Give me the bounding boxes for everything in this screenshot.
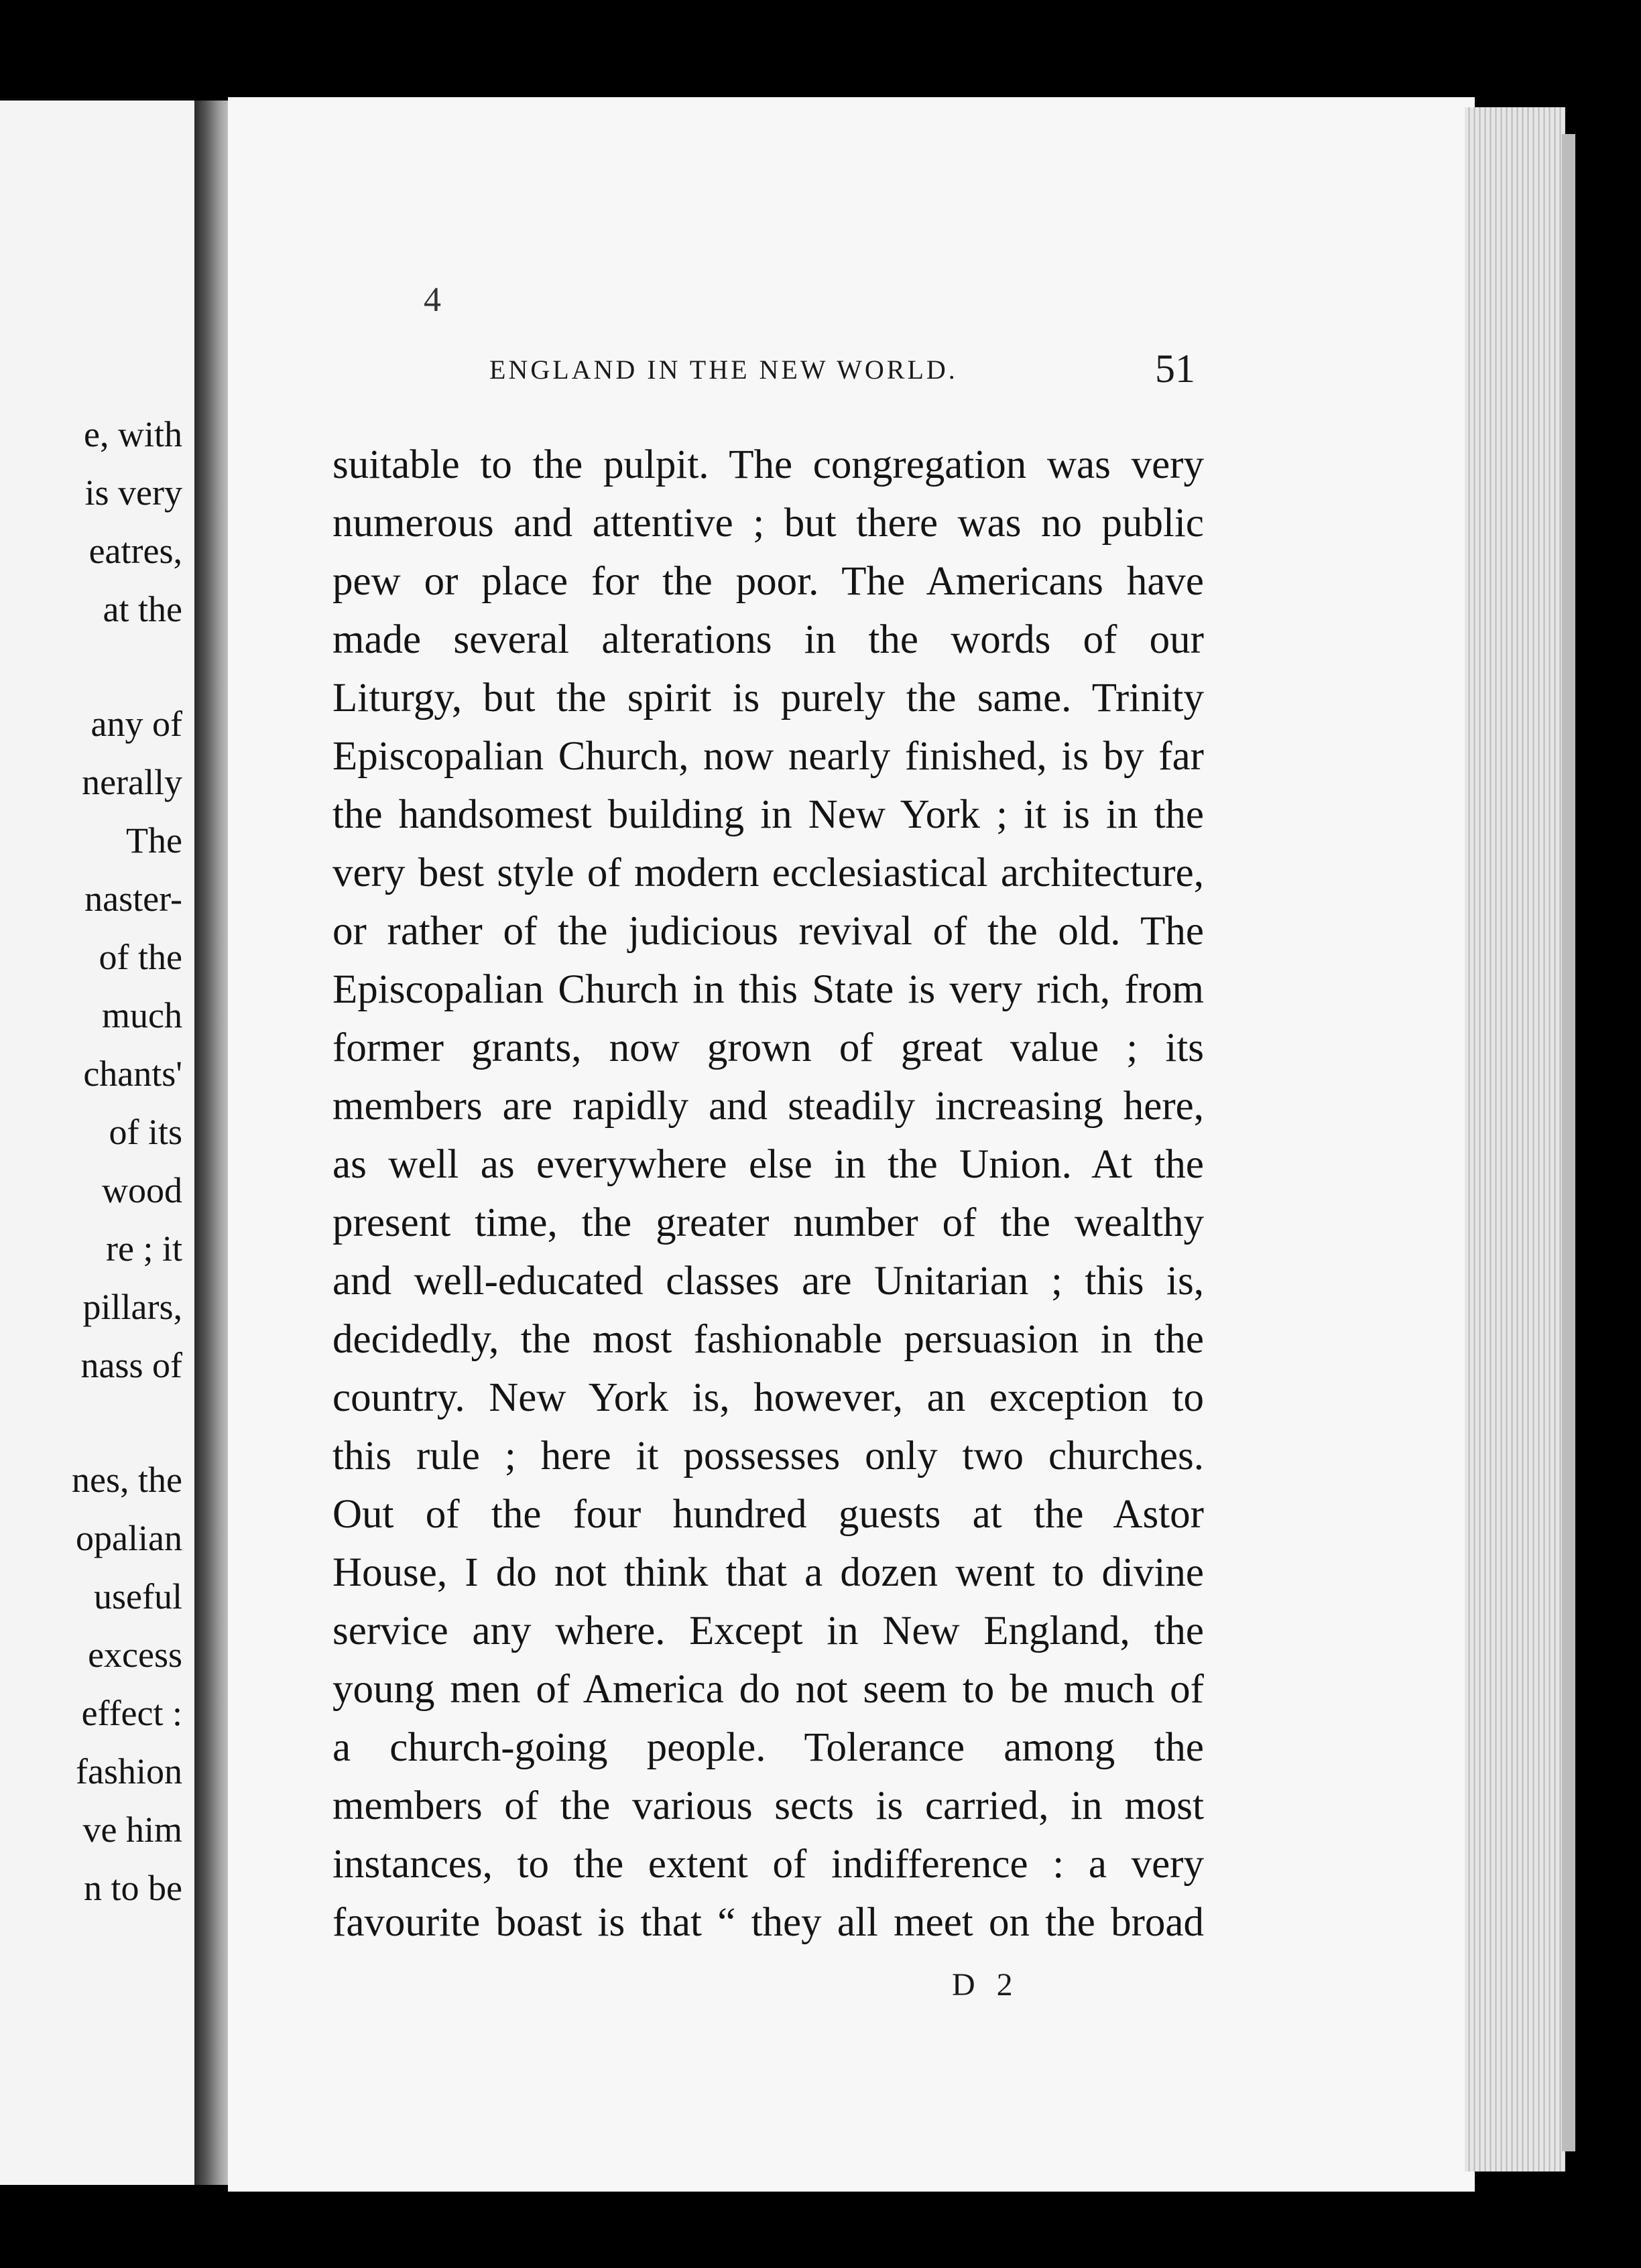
left-page-line: pillars, xyxy=(82,1287,182,1327)
left-page-line: effect : xyxy=(81,1693,182,1733)
text-line: the handsomest building in New York ; it is in the xyxy=(332,792,1204,837)
text-line: young men of America do not seem to be much of xyxy=(332,1667,1204,1712)
text-line: as well as everywhere else in the Union. At the xyxy=(332,1142,1204,1187)
text-line: Episcopalian Church in this State is very rich, from xyxy=(332,967,1204,1012)
left-page-line: at the xyxy=(103,589,182,629)
text-line: members are rapidly and steadily increasing here, xyxy=(332,1084,1204,1129)
text-line: service any where. Except in New England, the xyxy=(332,1609,1204,1653)
signature-mark: D 2 xyxy=(952,1967,1020,2003)
left-page-line: naster- xyxy=(84,879,182,919)
left-page-line: ve him xyxy=(82,1810,182,1850)
left-page xyxy=(0,101,201,2185)
text-line: Episcopalian Church, now nearly finished, is by far xyxy=(332,734,1204,779)
text-line: pew or place for the poor. The Americans have xyxy=(332,559,1204,604)
page-edges xyxy=(1465,107,1565,2171)
left-page-line: is very xyxy=(84,472,182,513)
left-page-line: eatres, xyxy=(88,531,182,571)
text-line: very best style of modern ecclesiastical architecture, xyxy=(332,850,1204,895)
text-line: instances, to the extent of indifference : a very xyxy=(332,1842,1204,1887)
left-page-line: opalian xyxy=(76,1518,182,1558)
text-line: a church-going people. Tolerance among the xyxy=(332,1725,1204,1770)
left-page-line: of the xyxy=(99,937,182,977)
page-edges-outer xyxy=(1562,134,1575,2151)
text-line: country. New York is, however, an exception to xyxy=(332,1375,1204,1420)
text-line: Liturgy, but the spirit is purely the same. Trinity xyxy=(332,676,1204,720)
left-page-line: e, with xyxy=(84,414,182,454)
text-line: present time, the greater number of the wealthy xyxy=(332,1200,1204,1245)
text-line: decidedly, the most fashionable persuasion in the xyxy=(332,1317,1204,1362)
left-page-line: excess xyxy=(88,1635,182,1675)
left-page-line: n to be xyxy=(84,1868,182,1908)
text-line: Out of the four hundred guests at the Astor xyxy=(332,1492,1204,1537)
text-line: House, I do not think that a dozen went to divine xyxy=(332,1550,1204,1595)
left-page-line: wood xyxy=(102,1170,182,1210)
left-page-line: re ; it xyxy=(106,1228,182,1269)
text-line: suitable to the pulpit. The congregation was very xyxy=(332,442,1204,487)
text-line: made several alterations in the words of our xyxy=(332,617,1204,662)
left-page-line: chants' xyxy=(83,1054,182,1094)
text-line: and well-educated classes are Unitarian ; this is, xyxy=(332,1259,1204,1304)
page-number: 51 xyxy=(1155,346,1195,391)
left-page-line: fashion xyxy=(76,1751,182,1791)
text-line: former grants, now grown of great value ; its xyxy=(332,1025,1204,1070)
text-line: or rather of the judicious revival of the old. The xyxy=(332,909,1204,954)
text-line: members of the various sects is carried, in most xyxy=(332,1783,1204,1828)
left-page-line: useful xyxy=(94,1576,182,1617)
left-page-line: nerally xyxy=(82,762,182,802)
left-page-line: The xyxy=(126,820,182,861)
handwritten-mark: 4 xyxy=(424,281,441,319)
running-head: ENGLAND IN THE NEW WORLD. xyxy=(489,355,958,385)
left-page-line: nass of xyxy=(80,1345,182,1385)
text-line: favourite boast is that “ they all meet on the broad xyxy=(332,1900,1204,1945)
left-page-line: nes, the xyxy=(72,1460,182,1500)
left-page-line: any of xyxy=(90,704,182,744)
text-line: numerous and attentive ; but there was no public xyxy=(332,501,1204,546)
body-text xyxy=(332,436,1204,1952)
left-page-line: much xyxy=(102,995,182,1035)
text-line: this rule ; here it possesses only two churches. xyxy=(332,1434,1204,1478)
left-page-line: of its xyxy=(109,1112,182,1152)
